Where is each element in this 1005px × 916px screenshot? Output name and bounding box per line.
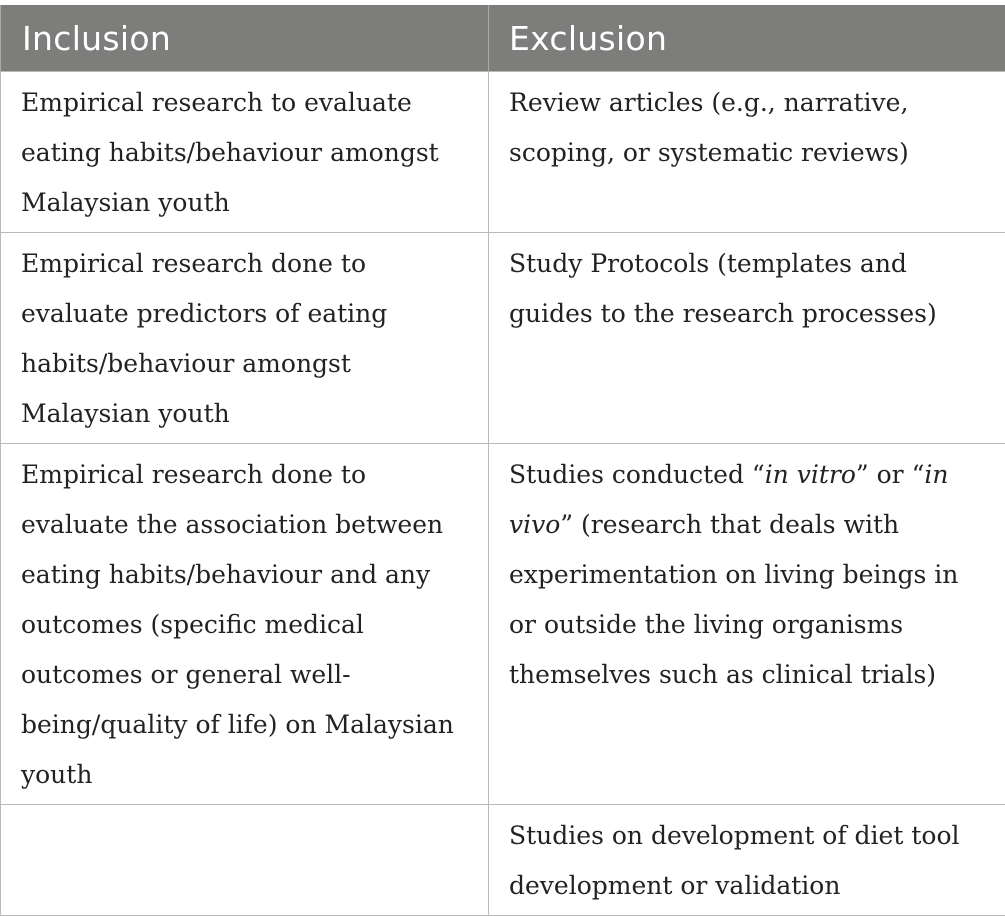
header-exclusion: Exclusion xyxy=(489,5,1005,72)
table-row xyxy=(1,233,1005,444)
exclusion-cell: Review articles (e.g., narrative, scoping, or systematic reviews) xyxy=(489,72,1005,233)
criteria-table xyxy=(0,5,1005,916)
exclusion-text-prefix: Studies conducted “ xyxy=(509,460,765,489)
exclusion-cell xyxy=(489,444,1005,805)
inclusion-cell: Empirical research done to evaluate the association between eating habits/behaviour and any outcomes (specific medical outcomes or general well-being/quality of life) on Malaysian youth xyxy=(1,444,489,805)
table-body xyxy=(1,72,1005,916)
inclusion-cell: Empirical research to evaluate eating habits/behaviour amongst Malaysian youth xyxy=(1,72,489,233)
exclusion-text-suffix: ” (research that deals with experimentation on living beings in or outside the living organisms themselves such as clinical trials) xyxy=(509,510,958,689)
header-inclusion: Inclusion xyxy=(1,5,489,72)
exclusion-term-in-vivo: in vivo xyxy=(509,460,948,539)
inclusion-cell: Empirical research done to evaluate predictors of eating habits/behaviour amongst Malaysian youth xyxy=(1,233,489,444)
table-row xyxy=(1,444,1005,805)
exclusion-text-middle: ” or “ xyxy=(856,460,924,489)
inclusion-cell-empty xyxy=(1,805,489,916)
header-row xyxy=(1,5,1005,72)
table-row xyxy=(1,72,1005,233)
table-header xyxy=(1,5,1005,72)
exclusion-cell: Study Protocols (templates and guides to the research processes) xyxy=(489,233,1005,444)
exclusion-term-in-vitro: in vitro xyxy=(765,460,856,489)
table-row xyxy=(1,805,1005,916)
exclusion-cell: Studies on development of diet tool development or validation xyxy=(489,805,1005,916)
